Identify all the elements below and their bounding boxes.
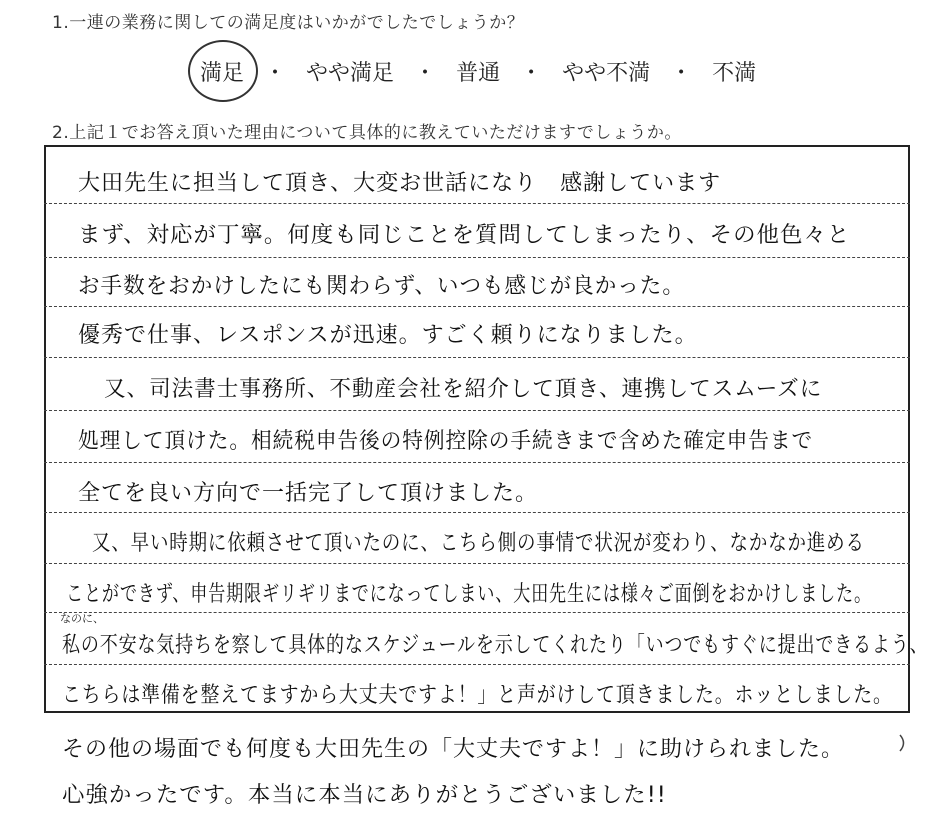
option-label: 普通 [456, 61, 501, 86]
question-1: 1.一連の業務に関しての満足度はいかがでしたでしょうか？ [52, 13, 525, 33]
answer-line-6: 処理して頂けた。相続税申告後の特例控除の手続きまで含めた確定申告まで [78, 429, 814, 454]
option-separator: ・ [414, 61, 437, 86]
answer-line-10: 私の不安な気持ちを察して具体的なスケジュールを示してくれたり「いつでもすぐに提出できるよう、 [62, 633, 929, 658]
answer-line-2: まず、対応が丁寧。何度も同じことを質問してしまったり、その他色々と [78, 223, 851, 248]
option-label: 満足 [200, 61, 245, 86]
option-separator: ・ [520, 61, 543, 86]
ruled-line [44, 612, 910, 613]
answer-line-5: 又、司法書士事務所、不動産会社を紹介して頂き、連携してスムーズに [104, 377, 823, 402]
option-separator: ・ [670, 61, 693, 86]
option-dissatisfied [712, 56, 756, 87]
selected-circle-mark [188, 40, 258, 102]
answer-line-12: その他の場面でも何度も大田先生の「大丈夫ですよ！」に助けられました。 [62, 737, 845, 762]
option-somewhat-dissatisfied [562, 56, 650, 87]
option-somewhat-satisfied [306, 56, 394, 87]
option-label: やや満足 [306, 61, 395, 86]
answer-line-3: お手数をおかけしたにも関わらず、いつも感じが良かった。 [78, 274, 685, 299]
ruled-line [44, 357, 910, 358]
answer-line-7: 全てを良い方向で一括完了して頂けました。 [78, 481, 539, 506]
ruled-line [44, 563, 910, 564]
option-neutral [456, 56, 500, 87]
option-separator: ・ [264, 61, 287, 86]
answer-line-4: 優秀で仕事、レスポンスが迅速。すごく頼りになりました。 [78, 323, 698, 348]
answer-line-11: こちらは準備を整えてますから大丈夫ですよ！」と声がけして頂きました。ホッとしました。 [62, 683, 893, 708]
satisfaction-options [200, 56, 756, 87]
ruled-line [44, 306, 910, 307]
insert-note: なのに、 [60, 612, 104, 625]
answer-line-9: ことができず、申告期限ギリギリまでになってしまい、大田先生には様々ご面倒をおかけしました。 [66, 582, 872, 607]
ruled-line [44, 257, 910, 258]
answer-line-1: 大田先生に担当して頂き、大変お世話になり 感謝しています [78, 171, 722, 196]
option-label: 不満 [712, 61, 757, 86]
ruled-line [44, 664, 910, 665]
option-label: やや不満 [562, 61, 651, 86]
answer-line-13: 心強かったです。本当に本当にありがとうございました!! [62, 783, 667, 808]
ruled-line [44, 512, 910, 513]
question-2: 2.上記１でお答え頂いた理由について具体的に教えていただけますでしょうか。 [52, 123, 682, 143]
answer-line-8: 又、早い時期に依頼させて頂いたのに、こちら側の事情で状況が変わり、なかなか進める [92, 531, 865, 556]
ruled-line [44, 410, 910, 411]
option-satisfied [200, 56, 244, 87]
ruled-line [44, 203, 910, 204]
bracket-mark-icon [898, 734, 908, 756]
ruled-line [44, 462, 910, 463]
